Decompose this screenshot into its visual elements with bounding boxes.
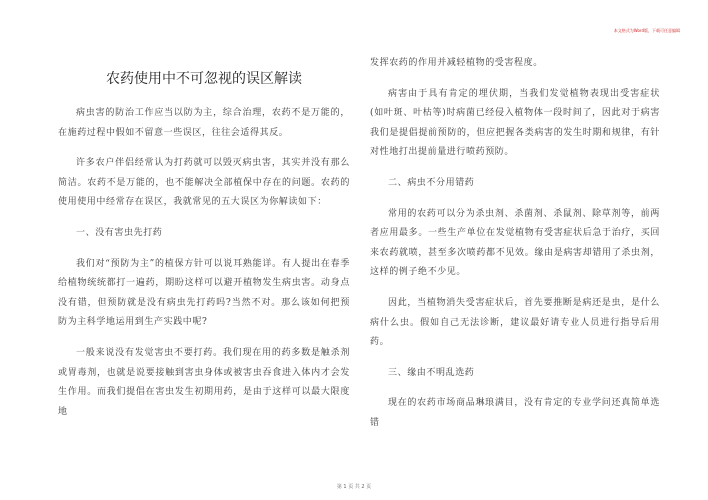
paragraph: 因此，当植物消失受害症状后，首先要推断是病还是虫，是什么病什么虫。假如自己无法诊断，建议最好请专业人员进行指导后用药。 [370,297,660,348]
paragraph: 我们对“预防为主”的植保方针可以说耳熟能详。有人提出在春季给植物统统都打一遍药，期盼这样可以避开植物发生病虫害。动身点没有错，但预防就是没有病虫先打药吗?当然不对。那么该如何把预防为主科学地运用到生产实践中呢? [58,258,350,328]
section-heading: 三、缘由不明乱选药 [388,367,475,378]
document-title: 农药使用中不可忽视的误区解读 [106,71,302,87]
paragraph: 一般来说没有发觉害虫不要打药。我们现在用的药多数是触杀剂或胃毒剂，也就是说要接触到害虫身体或被害虫吞食进入体内才会发生作用。而我们提倡在害虫发生初期用药，是由于这样可以最大限度地 [58,347,350,417]
download-notice [614,28,680,33]
left-body [58,104,350,422]
page-footer: 第 1 页 共 2 页 [336,484,372,490]
notice-line-1: 本文格式为Word版，下载可任意编辑 [613,28,680,33]
paragraph: 常用的农药可以分为杀虫剂、杀菌剂、杀鼠剂、除草剂等，前两者应用最多。一些生产单位在发觉植物有受害症状后急于治疗，买回来农药就喷，甚至多次喷药都不见效。缘由是病害却错用了杀虫剂，这样的例子绝不少见。 [370,208,660,278]
paragraph: 发挥农药的作用并减轻植物的受害程度。 [370,58,543,68]
right-body [370,54,660,434]
paragraph: 病虫害的防治工作应当以防为主，综合治理，农药不是万能的，在施药过程中假如不留意一些误区，往往会适得其反。 [58,108,350,138]
right-column [370,54,660,445]
paragraph: 病害由于具有肯定的埋伏期，当我们发觉植物表现出受害症状(如叶斑、叶枯等)时病菌已经侵入植物体一段时间了，因此对于病害我们是提倡提前预防的，但应把握各类病害的发生时期和规律，有针对性地打出提前量进行喷药预防。 [370,88,660,158]
paragraph: 许多农户伴侣经常认为打药就可以毁灭病虫害，其实并没有那么简洁。农药不是万能的，也不能解决全部植保中存在的问题。农药的使用使用中经常存在误区，我就常见的五大误区为你解读如下： [58,158,350,208]
section-heading: 一、没有害虫先打药 [76,227,163,238]
section-heading: 二、病虫不分用错药 [388,177,475,188]
left-column [58,56,350,433]
paragraph: 现在的农药市场商品琳琅满目，没有肯定的专业学问还真简单选错 [370,398,660,428]
